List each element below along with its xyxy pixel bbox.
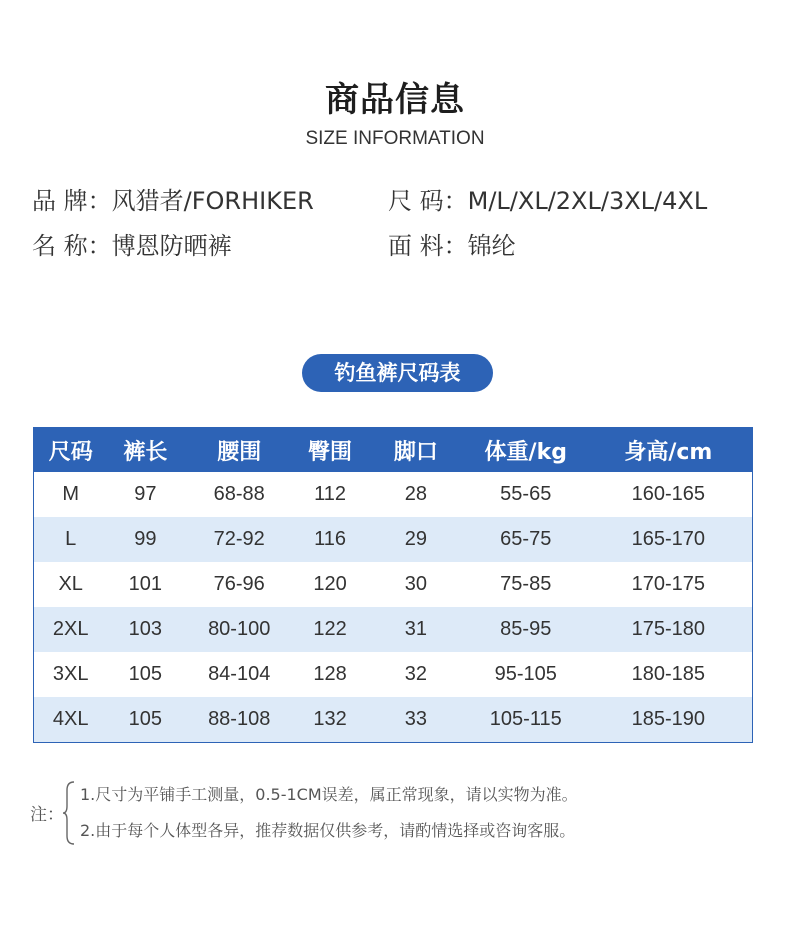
table-row xyxy=(34,472,753,517)
table-header-row xyxy=(34,428,753,473)
table-cell: 75-85 xyxy=(500,573,552,595)
name-row xyxy=(32,226,232,261)
page-subtitle: SIZE INFORMATION xyxy=(305,128,485,149)
table-cell: 28 xyxy=(404,483,428,505)
size-chart-badge: 钓鱼裤尺码表 xyxy=(302,354,493,392)
table-cell: 68-88 xyxy=(213,483,265,505)
table-row xyxy=(34,607,753,652)
table-cell: 85-95 xyxy=(467,607,585,652)
fabric-row xyxy=(388,226,516,261)
size-row xyxy=(388,181,707,216)
table-cell: 105-115 xyxy=(467,697,585,743)
table-cell: 112 xyxy=(314,483,346,505)
table-row xyxy=(34,562,753,607)
table-cell: 33 xyxy=(365,697,467,743)
table-cell: 72-92 xyxy=(183,517,295,562)
table-cell: 116 xyxy=(295,517,365,562)
notes-label: 注： xyxy=(30,805,64,825)
table-cell: 132 xyxy=(295,697,365,743)
table-cell: 103 xyxy=(107,607,183,652)
table-cell: 31 xyxy=(365,607,467,652)
name-label: 名 称： xyxy=(32,232,112,260)
table-cell: L xyxy=(34,517,108,562)
table-cell: 88-108 xyxy=(183,697,295,743)
table-cell: 29 xyxy=(365,517,467,562)
header-length: 裤长 xyxy=(107,428,183,473)
header-hem: 脚口 xyxy=(365,428,467,473)
table-cell: 65-75 xyxy=(467,517,585,562)
table-cell: 101 xyxy=(128,573,163,595)
table-cell: 76-96 xyxy=(213,573,265,595)
table-cell: 4XL xyxy=(34,697,108,743)
size-table xyxy=(33,427,753,743)
table-cell: 185-190 xyxy=(585,697,753,743)
size-label: 尺 码： xyxy=(388,187,468,215)
table-cell: 105 xyxy=(128,663,163,685)
note-line-1: 1.尺寸为平铺手工测量，0.5-1CM误差，属正常现象，请以实物为准。 xyxy=(80,785,578,804)
header-hip: 臀围 xyxy=(295,428,365,473)
table-cell: 160-165 xyxy=(631,483,706,505)
fabric-value: 锦纶 xyxy=(467,232,516,260)
table-cell: M xyxy=(62,483,80,505)
table-row xyxy=(34,517,753,562)
table-cell: 170-175 xyxy=(631,573,706,595)
table-cell: 80-100 xyxy=(183,607,295,652)
table-cell: 3XL xyxy=(52,663,89,685)
table-cell: 99 xyxy=(107,517,183,562)
brand-value: 风猎者/FORHIKER xyxy=(111,187,314,215)
table-cell: XL xyxy=(58,573,83,595)
header-weight: 体重/kg xyxy=(467,428,585,473)
table-cell: 120 xyxy=(313,573,347,595)
table-cell: 97 xyxy=(134,483,157,505)
table-cell: 2XL xyxy=(34,607,108,652)
table-cell: 30 xyxy=(404,573,428,595)
table-cell: 175-180 xyxy=(585,607,753,652)
table-cell: 128 xyxy=(313,663,347,685)
name-value: 博恩防晒裤 xyxy=(111,232,232,260)
table-cell: 84-104 xyxy=(208,663,271,685)
table-row xyxy=(34,697,753,743)
brace-icon xyxy=(62,780,76,846)
note-line-2: 2.由于每个人体型各异，推荐数据仅供参考，请酌情选择或咨询客服。 xyxy=(80,821,576,840)
size-value: M/L/XL/2XL/3XL/4XL xyxy=(467,187,708,215)
table-cell: 95-105 xyxy=(494,663,557,685)
brand-row xyxy=(32,181,314,216)
header-size: 尺码 xyxy=(34,428,108,473)
header-waist: 腰围 xyxy=(183,428,295,473)
fabric-label: 面 料： xyxy=(388,232,468,260)
table-cell: 180-185 xyxy=(631,663,706,685)
table-cell: 105 xyxy=(107,697,183,743)
table-cell: 122 xyxy=(295,607,365,652)
table-cell: 32 xyxy=(404,663,428,685)
table-cell: 165-170 xyxy=(585,517,753,562)
page-title: 商品信息 xyxy=(325,80,465,120)
brand-label: 品 牌： xyxy=(32,187,112,215)
table-row xyxy=(34,652,753,697)
header-height: 身高/cm xyxy=(585,428,753,473)
table-cell: 55-65 xyxy=(500,483,552,505)
